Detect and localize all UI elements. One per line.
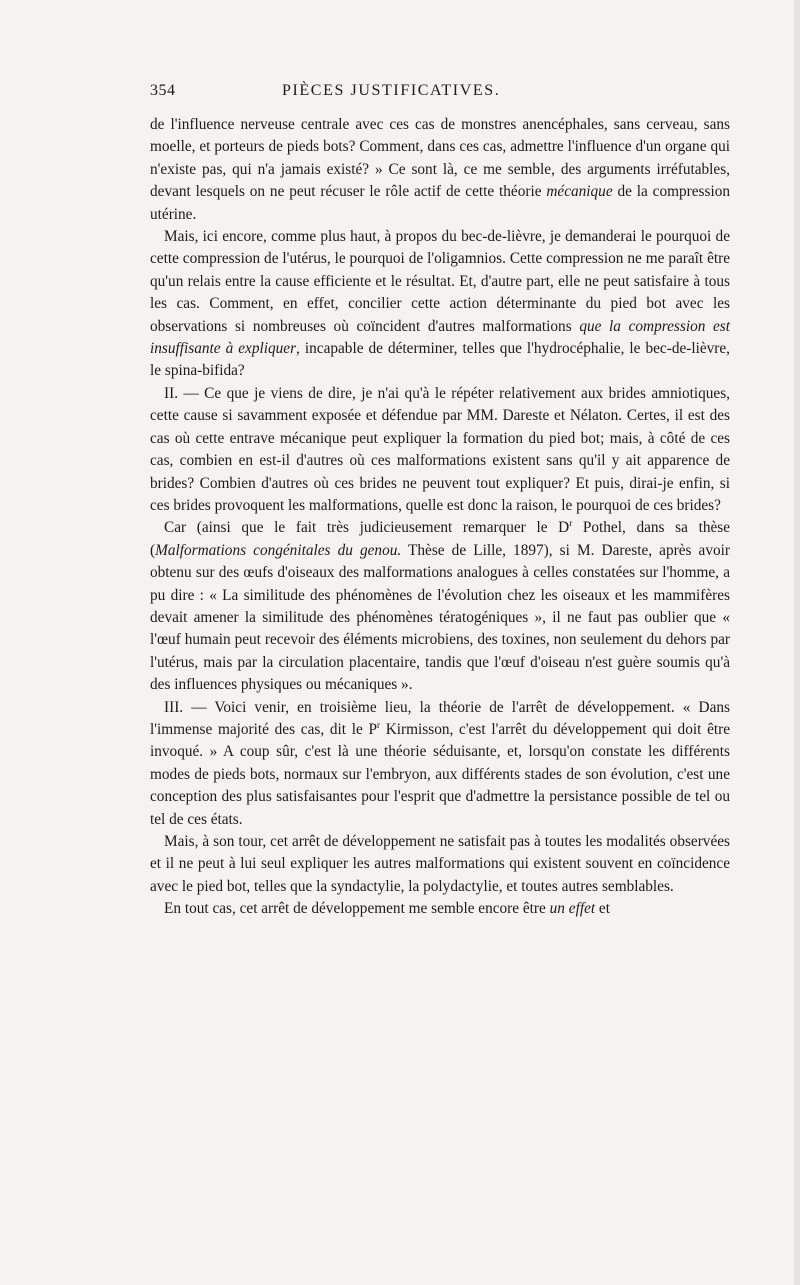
paragraph-4 [150, 517, 730, 696]
paragraph-5 [150, 697, 730, 831]
text-run: de l'influence nerveuse centrale avec ces cas de monstres anencéphales, sans cerveau, sans moelle, et porteurs de pieds bots? Comment, dans ces cas, admettre l'influence d'un organe qui n'existe pas, qui n'a jamais existé? » Ce sont là, ce me semble, des arguments irréfutables, devant lesquels on ne peut récuser le rôle actif de cette théorie [150, 116, 730, 201]
italic-run: mécanique [546, 183, 613, 201]
page-header [150, 82, 730, 106]
text-run: Pothel, dans sa thèse ( [150, 519, 730, 559]
page-number: 354 [150, 82, 176, 99]
italic-run: que la compression est insuffisante à expliquer [150, 317, 731, 358]
text-run: de la compression utérine. [150, 183, 730, 223]
text-run: II. — Ce que je viens de dire, je n'ai qu'à le répéter relativement aux brides amniotiques, cette cause si savamment exposée et défendue par MM. Dareste et Nélaton. Certes, il est des cas où cette entrave mécanique peut expliquer la formation du pied bot; mais, à côté de ces cas, combien en est-il d'autres où ces malformations existent sans qu'il y ait apparence de brides? Combien d'autres où ces brides ne peuvent tout expliquer? Et puis, dirai-je enfin, si ces brides provoquent les malformations, quelle est donc la raison, le pourquoi de ces brides? [150, 384, 730, 514]
text-run: Mais, ici encore, comme plus haut, à propos du bec-de-lièvre, je demanderai le pourquoi de cette compression de l'utérus, le pourquoi de l'oligamnios. Cette compression ne me paraît être qu'un relais entre la cause efficiente et le résultat. Et, d'autre part, elle ne peut satisfaire à tous les cas. Comment, en effet, concilier cette action déterminante du pied bot avec les observations si nombreuses où coïncident d'autres malformations [150, 228, 730, 335]
body-text [150, 114, 730, 921]
paragraph-7 [150, 898, 730, 920]
italic-run: Malformations congénitales du genou. [155, 541, 402, 559]
page-edge [794, 0, 800, 1285]
paragraph-6 [150, 831, 730, 898]
text-run: Kirmisson, c'est l'arrêt du développement qui doit être invoqué. » A coup sûr, c'est là une théorie séduisante, et, lorsqu'on constate les différents modes de pieds bots, normaux sur l'embryon, aux différents stades de son évolution, c'est une conception des plus satisfaisantes pour l'esprit que d'admettre la persistance possible de tel ou tel de ces états. [150, 720, 731, 828]
paragraph-1 [150, 114, 730, 226]
text-run: Thèse de Lille, 1897), si M. Dareste, après avoir obtenu sur des œufs d'oiseaux des malformations analogues à celles constatées sur l'homme, a pu dire : « La similitude des phénomènes de l'évolution chez les oiseaux et les mammifères devait amener la similitude des phénomènes tératogéniques », il ne faut pas oublier que « l'œuf humain peut recevoir des éléments microbiens, des toxines, non seulement du dehors par l'utérus, mais par la circulation placentaire, tandis que l'œuf d'oiseau n'est guère soumis qu'à des influences physiques ou mécaniques ». [150, 541, 730, 694]
running-title: PIÈCES JUSTIFICATIVES. [282, 82, 501, 99]
text-run: En tout cas, cet arrêt de développement me semble encore être [164, 900, 550, 918]
text-run: Mais, à son tour, cet arrêt de développement ne satisfait pas à toutes les modalités observées et il ne peut à lui seul expliquer les autres malformations qui existent souvent en coïncidence avec le pied bot, telles que la syndactylie, la polydactylie, et toutes autres semblables. [150, 833, 730, 895]
text-run: Car (ainsi que le fait très judicieusement remarquer le D [164, 519, 570, 537]
italic-run: un effet [549, 900, 596, 918]
paragraph-2 [150, 226, 730, 383]
text-run: , incapable de déterminer, telles que l'hydrocéphalie, le bec-de-lièvre, le spina-bifida? [150, 340, 730, 380]
text-run: et [595, 900, 610, 918]
paragraph-3 [150, 383, 730, 517]
text-run: III. — Voici venir, en troisième lieu, la théorie de l'arrêt de développement. « Dans l'immense majorité des cas, dit le P [150, 698, 730, 738]
superscript: r [569, 518, 573, 529]
superscript: r [377, 719, 381, 730]
